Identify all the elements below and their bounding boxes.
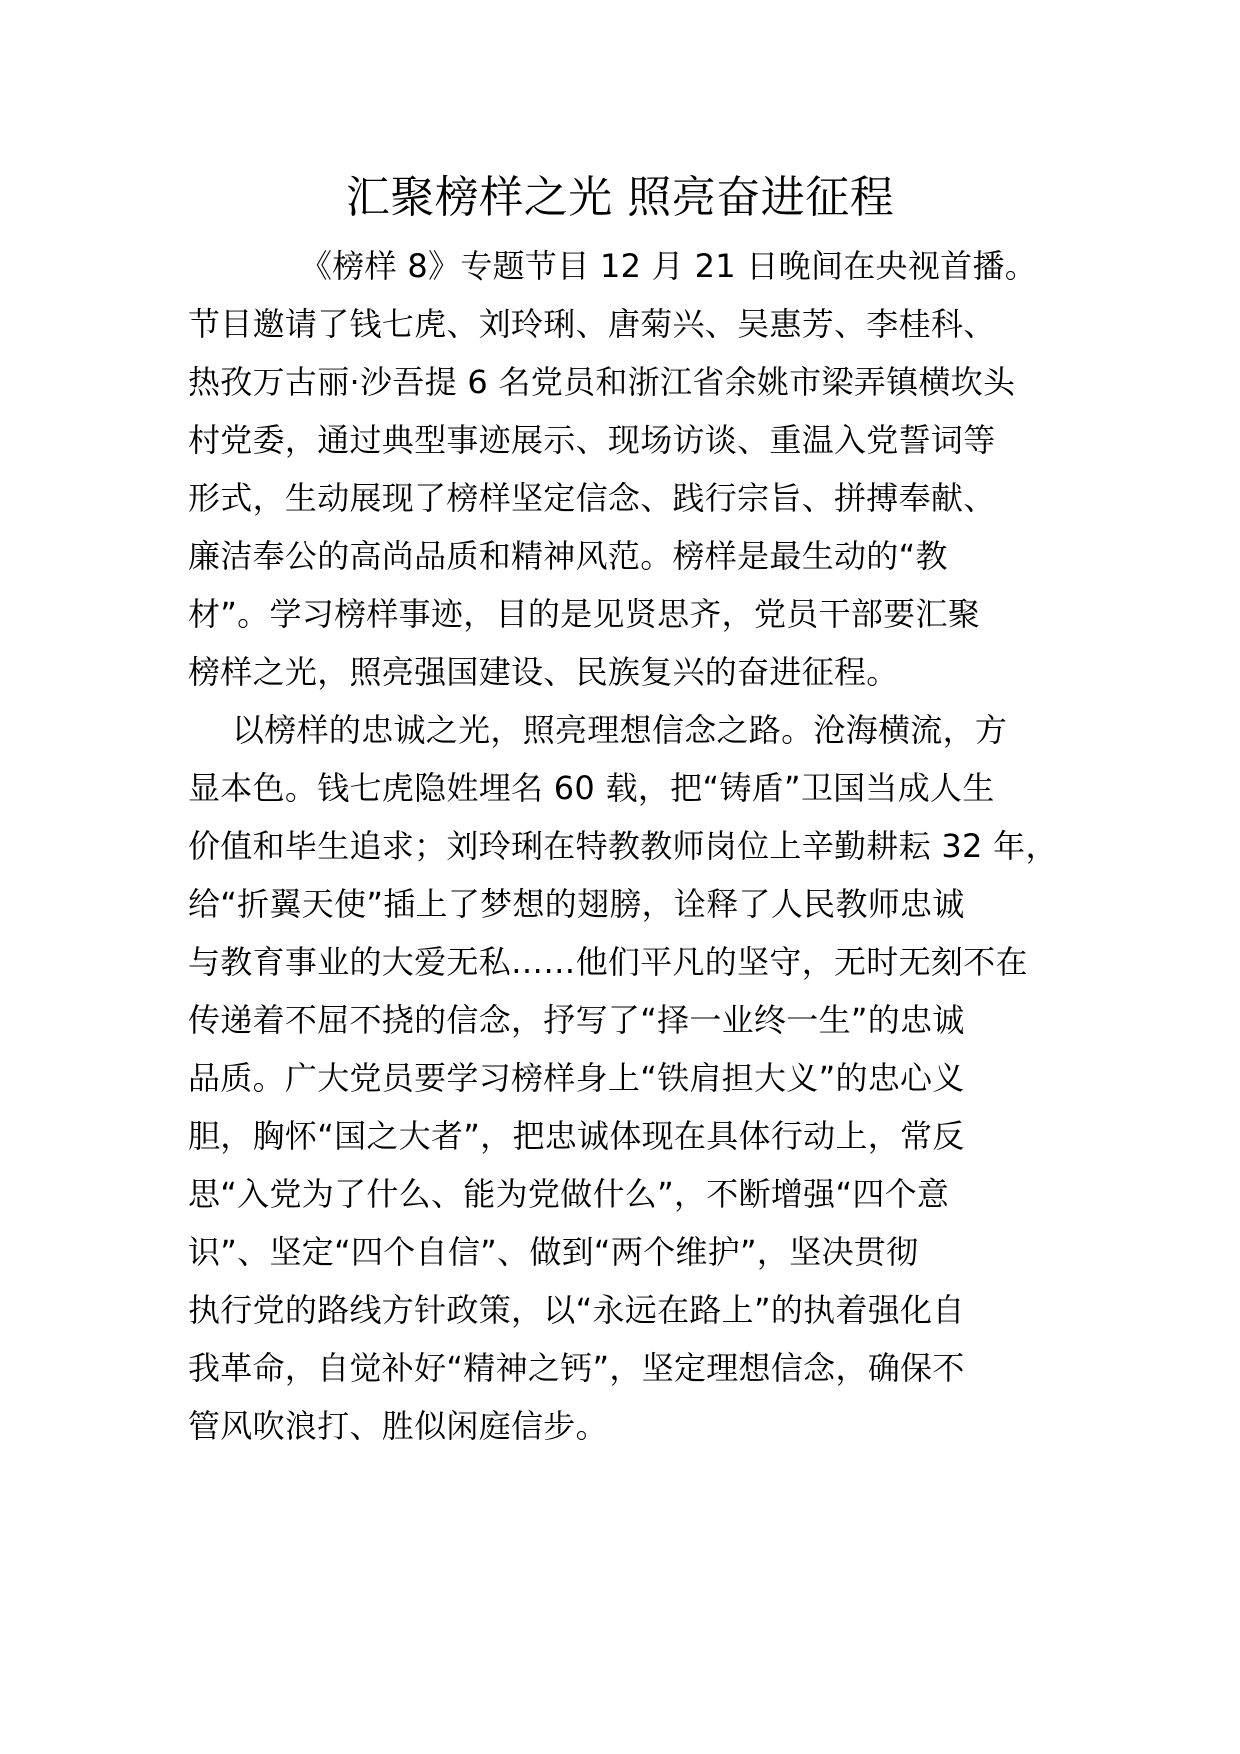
paragraph-2-line-3: 价值和毕生追求；刘玲琍在特教教师岗位上辛勤耕耘 32 年，	[188, 827, 1058, 865]
paragraph-2-line-10: 识”、坚定“四个自信”、做到“两个维护”，坚决贯彻	[188, 1233, 919, 1271]
paragraph-1-line-6: 廉洁奉公的高尚品质和精神风范。榜样是最生动的“教	[188, 537, 948, 575]
paragraph-1-line-8: 榜样之光，照亮强国建设、民族复兴的奋进征程。	[188, 653, 899, 691]
paragraph-1-line-4: 村党委，通过典型事迹展示、现场访谈、重温入党誓词等	[188, 421, 996, 459]
paragraph-2-line-8: 胆，胸怀“国之大者”，把忠诚体现在具体行动上，常反	[188, 1117, 965, 1155]
paragraph-1-line-3: 热孜万古丽·沙吾提 6 名党员和浙江省余姚市梁弄镇横坎头	[188, 363, 1016, 401]
paragraph-1-line-7: 材”。学习榜样事迹，目的是见贤思齐，党员干部要汇聚	[188, 595, 981, 633]
paragraph-2-line-2: 显本色。钱七虎隐姓埋名 60 载，把“铸盾”卫国当成人生	[188, 769, 995, 807]
paragraph-2-line-7: 品质。广大党员要学习榜样身上“铁肩担大义”的忠心义	[188, 1059, 965, 1097]
paragraph-2-line-11: 执行党的路线方针政策，以“永远在路上”的执着强化自	[188, 1291, 965, 1329]
paragraph-2-line-12: 我革命，自觉补好“精神之钙”，坚定理想信念，确保不	[188, 1349, 965, 1387]
paragraph-1-line-2: 节目邀请了钱七虎、刘玲琍、唐菊兴、吴惠芳、李桂科、	[188, 305, 996, 343]
paragraph-1-line-1: 《榜样 8》专题节目 12 月 21 日晚间在央视首播。	[300, 247, 1038, 285]
paragraph-2-line-13: 管风吹浪打、胜似闲庭信步。	[188, 1407, 608, 1445]
paragraph-1-line-5: 形式，生动展现了榜样坚定信念、践行宗旨、拼搏奉献、	[188, 479, 996, 517]
paragraph-2-line-6: 传递着不屈不挠的信念，抒写了“择一业终一生”的忠诚	[188, 1001, 965, 1039]
paragraph-2-line-5: 与教育事业的大爱无私……他们平凡的坚守，无时无刻不在	[188, 943, 1028, 981]
document-title: 汇聚榜样之光 照亮奋进征程	[345, 172, 895, 223]
paragraph-2-line-4: 给“折翼天使”插上了梦想的翅膀，诠释了人民教师忠诚	[188, 885, 965, 923]
paragraph-2-line-1: 以榜样的忠诚之光，照亮理想信念之路。沧海横流，方	[232, 711, 1008, 749]
paragraph-2-line-9: 思“入党为了什么、能为党做什么”，不断增强“四个意	[188, 1175, 950, 1213]
